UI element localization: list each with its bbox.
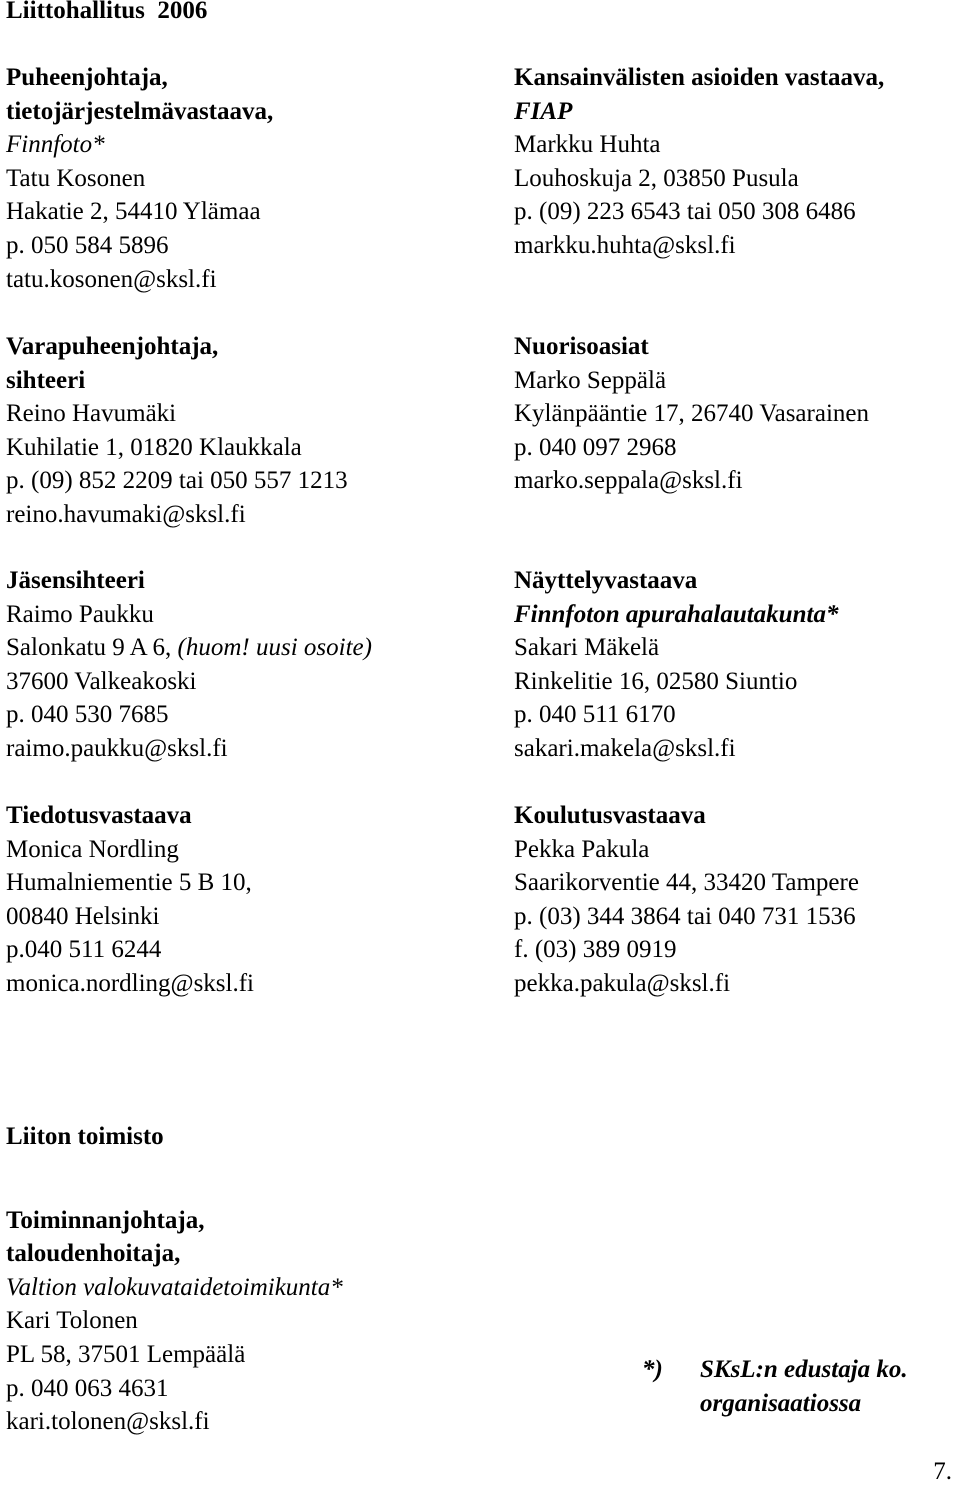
contact-phone: p. (09) 852 2209 tai 050 557 1213	[6, 467, 348, 495]
organisation: Valtion valokuvataidetoimikunta*	[6, 1273, 343, 1301]
role-title: taloudenhoitaja,	[6, 1240, 181, 1268]
section-heading: Liiton toimisto	[6, 1123, 164, 1150]
contact-email: markku.huhta@sksl.fi	[514, 231, 736, 259]
contact-phone: p. 050 584 5896	[6, 231, 169, 259]
contact-email: marko.seppala@sksl.fi	[514, 467, 743, 495]
page-title: Liittohallitus 2006	[6, 0, 208, 24]
contact-phone: p.040 511 6244	[6, 936, 162, 964]
contact-chair	[6, 61, 273, 296]
role-title: Nuorisoasiat	[514, 333, 649, 360]
contact-address: Hakatie 2, 54410 Ylämaa	[6, 198, 261, 226]
role-title: Varapuheenjohtaja,	[6, 333, 219, 360]
contact-phone: p. 040 097 2968	[514, 433, 677, 461]
contact-phone: p. (09) 223 6543 tai 050 308 6486	[514, 198, 856, 226]
footnote-text	[700, 1353, 908, 1420]
contact-membership-secretary	[6, 564, 372, 766]
contact-name: Markku Huhta	[514, 131, 661, 159]
address-street: Salonkatu 9 A 6,	[6, 634, 178, 662]
contact-name: Marko Seppälä	[514, 366, 667, 394]
contact-email: monica.nordling@sksl.fi	[6, 969, 254, 997]
contact-address: Louhoskuja 2, 03850 Pusula	[514, 164, 799, 192]
organisation: Finnfoton apurahalautakunta*	[514, 600, 839, 628]
contact-phone: p. 040 063 4631	[6, 1374, 169, 1402]
contact-name: Raimo Paukku	[6, 600, 154, 628]
contact-name: Pekka Pakula	[514, 835, 650, 863]
organisation: Finnfoto*	[6, 131, 105, 159]
contact-address: Rinkelitie 16, 02580 Siuntio	[514, 667, 798, 695]
footnote	[642, 1353, 908, 1420]
footnote-mark: *)	[642, 1356, 663, 1383]
contact-name: Kari Tolonen	[6, 1307, 138, 1335]
contact-phone: p. 040 511 6170	[514, 701, 676, 729]
role-title: tietojärjestelmävastaava,	[6, 97, 274, 125]
role-title: Puheenjohtaja,	[6, 64, 168, 91]
role-title: Jäsensihteeri	[6, 567, 145, 594]
contact-address: Saarikorventie 44, 33420 Tampere	[514, 869, 859, 897]
contact-name: Tatu Kosonen	[6, 164, 146, 192]
role-title: Tiedotusvastaava	[6, 802, 192, 829]
contact-address: Kylänpääntie 17, 26740 Vasarainen	[514, 400, 869, 428]
contact-address: Kuhilatie 1, 01820 Klaukkala	[6, 433, 302, 461]
contact-name: Reino Havumäki	[6, 400, 177, 428]
contact-name: Sakari Mäkelä	[514, 634, 660, 662]
contact-email: tatu.kosonen@sksl.fi	[6, 265, 217, 293]
contact-youth	[514, 330, 869, 498]
organisation: FIAP	[514, 97, 573, 125]
contact-email: kari.tolonen@sksl.fi	[6, 1408, 210, 1436]
contact-exhibitions	[514, 564, 838, 766]
contact-email: sakari.makela@sksl.fi	[514, 734, 736, 762]
contact-fax: f. (03) 389 0919	[514, 936, 677, 964]
contact-address: Humalniementie 5 B 10,	[6, 869, 252, 897]
role-title: Näyttelyvastaava	[514, 567, 698, 594]
contact-address: PL 58, 37501 Lempäälä	[6, 1340, 246, 1368]
role-title: Koulutusvastaava	[514, 802, 706, 829]
role-title: Kansainvälisten asioiden vastaava,	[514, 64, 885, 91]
contact-email: raimo.paukku@sksl.fi	[6, 734, 228, 762]
contact-vice-chair	[6, 330, 348, 532]
contact-address: 37600 Valkeakoski	[6, 667, 197, 695]
contact-international	[514, 61, 884, 263]
office-section	[6, 1120, 343, 1439]
page-number: 7.	[933, 1458, 952, 1485]
contact-name: Monica Nordling	[6, 835, 179, 863]
role-title: sihteeri	[6, 366, 86, 394]
address-note: (huom! uusi osoite)	[177, 634, 372, 662]
footnote-row	[642, 1353, 908, 1420]
contact-address	[6, 631, 372, 665]
contact-email: pekka.pakula@sksl.fi	[514, 969, 731, 997]
contact-phone: p. 040 530 7685	[6, 701, 169, 729]
contact-email: reino.havumaki@sksl.fi	[6, 500, 246, 528]
footnote-line: SKsL:n edustaja ko.	[700, 1356, 908, 1383]
contact-training	[514, 799, 859, 1001]
contact-phone: p. (03) 344 3864 tai 040 731 1536	[514, 902, 856, 930]
footnote-line: organisaatiossa	[700, 1389, 862, 1417]
role-title: Toiminnanjohtaja,	[6, 1206, 205, 1234]
contact-communications	[6, 799, 254, 1001]
contact-address: 00840 Helsinki	[6, 902, 160, 930]
